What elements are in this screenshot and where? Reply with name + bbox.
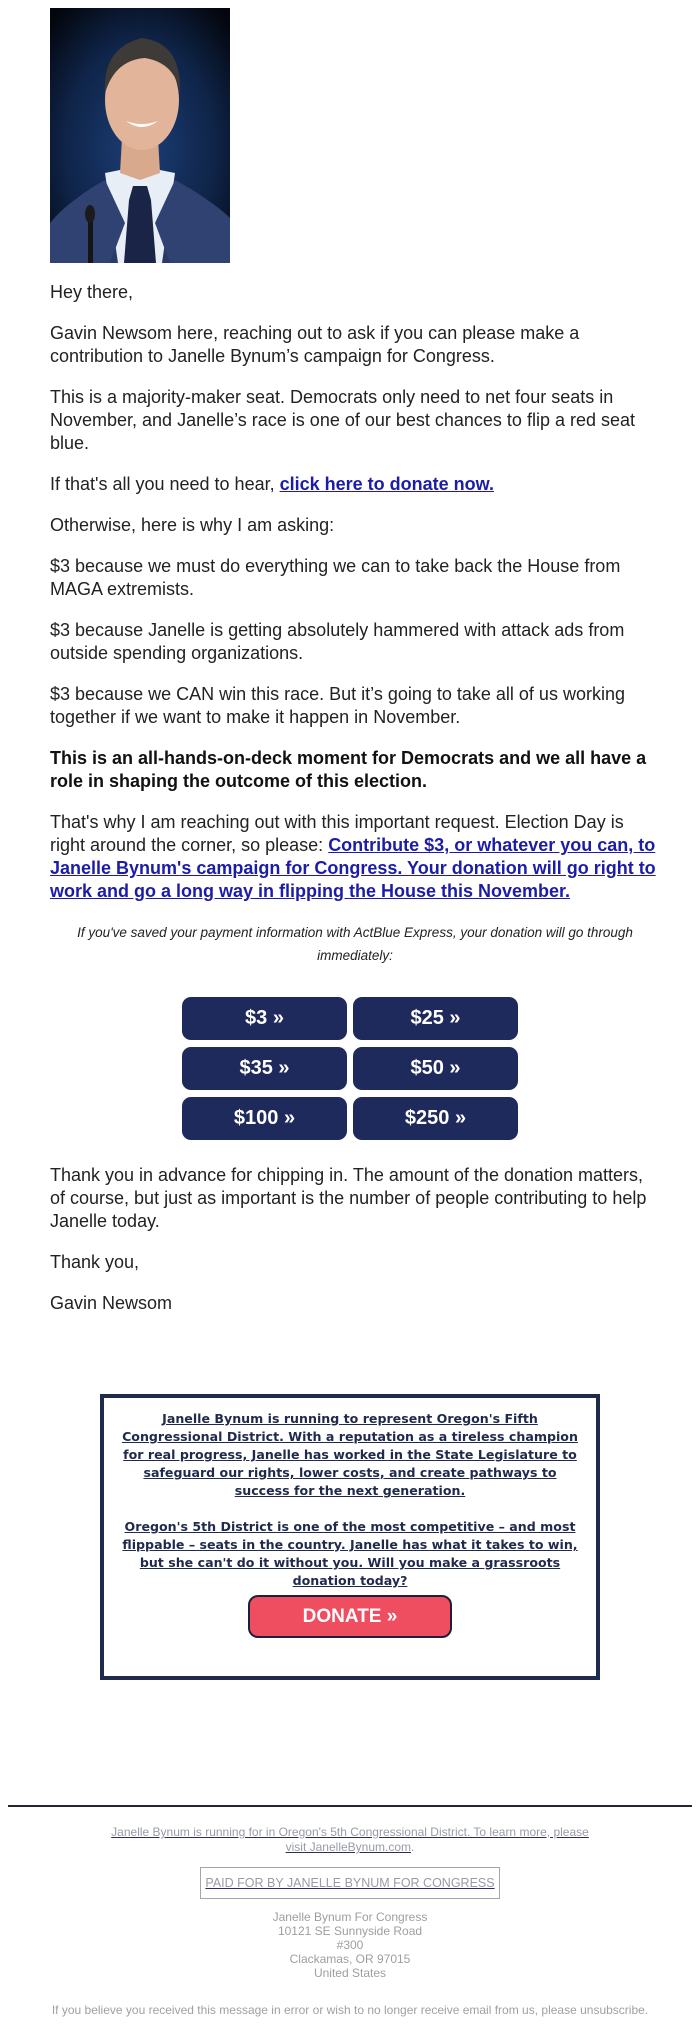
donate-3-button[interactable]: $3 »	[182, 997, 347, 1040]
address-line-suite: #300	[336, 1938, 364, 1952]
quick-donate-prefix: If that's all you need to hear,	[50, 474, 280, 494]
candidate-bio-link[interactable]: Janelle Bynum is running to represent Oregon's Fifth Congressional District. With a reputation as a tireless champion for real progress, Janelle has worked in the State Legislature to safeguard our rights, lower costs, and create pathways to success for the next generation.	[122, 1411, 578, 1498]
address-line-city: Clackamas, OR 97015	[289, 1952, 411, 1966]
actblue-express-note: If you've saved your payment information with ActBlue Express, your donation will go through immediately:	[77, 925, 633, 963]
request-prefix: That's why I am reaching out with this important request. Election Day is right around the corner, so please:	[50, 812, 624, 855]
footer-divider	[8, 1805, 692, 1807]
letter-body	[50, 281, 660, 967]
signoff: Thank you,	[50, 1252, 140, 1272]
paid-for-box	[200, 1867, 500, 1899]
donate-50-button[interactable]: $50 »	[353, 1047, 518, 1090]
signature: Gavin Newsom	[50, 1293, 173, 1313]
address-line-country: United States	[313, 1966, 387, 1980]
request-paragraph	[50, 811, 660, 903]
intro-paragraph: Gavin Newsom here, reaching out to ask if you can please make a contribution to Janelle Bynum’s campaign for Congress.	[50, 323, 580, 366]
learn-more-link[interactable]: Janelle Bynum is running for in Oregon's 5th Congressional District. To learn more, please visit JanelleBynum.com	[111, 1825, 589, 1854]
mailing-address	[0, 1910, 700, 1980]
majority-paragraph: This is a majority-maker seat. Democrats only need to net four seats in November, and Janelle’s race is one of our best chances to flip a red seat blue.	[50, 387, 636, 453]
donate-25-button[interactable]: $25 »	[353, 997, 518, 1040]
candidate-endorser-photo	[50, 8, 230, 263]
reason-3: $3 because we CAN win this race. But it’s going to take all of us working together if we want to make it happen in November.	[50, 684, 625, 727]
unsubscribe-text[interactable]: If you believe you received this message in error or wish to no longer receive email from us, please unsubscribe.	[51, 2003, 649, 2017]
bold-statement: This is an all-hands-on-deck moment for Democrats and we all have a role in shaping the outcome of this election.	[50, 748, 647, 791]
click-here-donate-link[interactable]: click here to donate now.	[279, 474, 494, 494]
reason-1: $3 because we must do everything we can to take back the House from MAGA extremists.	[50, 556, 621, 599]
quick-donate-paragraph	[50, 473, 660, 496]
candidate-info-box	[100, 1394, 600, 1680]
address-line-org: Janelle Bynum For Congress	[272, 1910, 428, 1924]
otherwise-paragraph: Otherwise, here is why I am asking:	[50, 515, 335, 535]
closing-section	[50, 1164, 660, 1333]
thanks-in-advance: Thank you in advance for chipping in. The amount of the donation matters, of course, but just as important is the number of people contributing to help Janelle today.	[50, 1165, 647, 1231]
paid-for-link[interactable]: PAID FOR BY JANELLE BYNUM FOR CONGRESS	[205, 1875, 495, 1890]
contribute-link[interactable]: Contribute $3, or whatever you can, to Janelle Bynum's campaign for Congress. Your donation will go right to work and go a long way in flipping the House this November.	[50, 835, 656, 901]
donate-35-button[interactable]: $35 »	[182, 1047, 347, 1090]
portrait-image	[50, 8, 230, 263]
district-pitch-link[interactable]: Oregon's 5th District is one of the most competitive – and most flippable – seats in the country. Janelle has what it takes to win, but she can't do it without you. Will you make a grassroots donation today?	[122, 1519, 578, 1588]
learn-more-period: .	[411, 1840, 415, 1854]
donate-250-button[interactable]: $250 »	[353, 1097, 518, 1140]
donation-amount-grid	[182, 997, 518, 1140]
donate-button[interactable]: DONATE »	[248, 1595, 452, 1638]
learn-more-text	[100, 1825, 600, 1855]
greeting: Hey there,	[50, 282, 134, 302]
reason-2: $3 because Janelle is getting absolutely hammered with attack ads from outside spending organizations.	[50, 620, 625, 663]
address-line-street: 10121 SE Sunnyside Road	[277, 1924, 423, 1938]
donate-100-button[interactable]: $100 »	[182, 1097, 347, 1140]
footer	[0, 1825, 700, 2018]
